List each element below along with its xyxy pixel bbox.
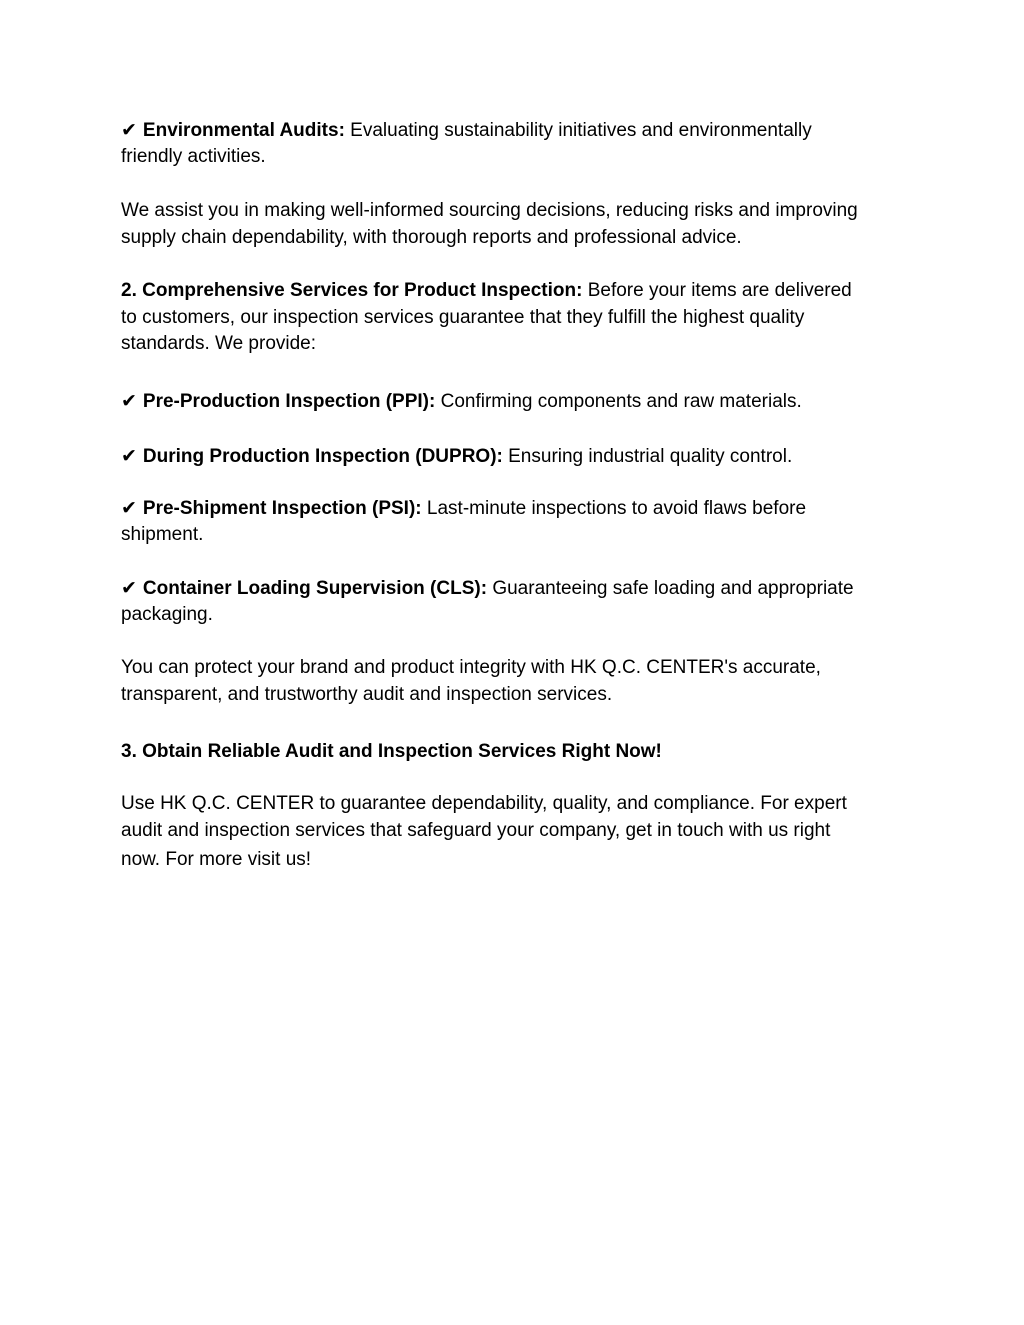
section-3-heading: 3. Obtain Reliable Audit and Inspection Services Right Now!	[121, 741, 662, 762]
env-audits-text: Evaluating sustainability initiatives and environmentally	[344, 120, 812, 141]
closing-paragraph-line-2: audit and inspection services that safeguard your company, get in touch with us right	[121, 820, 831, 841]
dupro-line	[121, 444, 792, 469]
section-2-line-1	[121, 279, 852, 303]
ppi-line	[121, 389, 802, 414]
dupro-text: Ensuring industrial quality control.	[502, 446, 793, 467]
env-audits-line-2: friendly activities.	[121, 146, 266, 167]
assist-paragraph-line-1: We assist you in making well-informed sourcing decisions, reducing risks and improving	[121, 200, 858, 221]
check-mark-icon: ✔	[121, 119, 137, 141]
section-2-line-3: standards. We provide:	[121, 333, 317, 354]
protect-paragraph-line-1: You can protect your brand and product integrity with HK Q.C. CENTER's accurate,	[121, 657, 821, 678]
env-audits-label: Environmental Audits:	[142, 120, 345, 141]
closing-paragraph-line-3: now. For more visit us!	[121, 849, 312, 870]
env-audits-line-1	[121, 118, 812, 143]
closing-paragraph-line-1: Use HK Q.C. CENTER to guarantee dependability, quality, and compliance. For expert	[121, 793, 847, 814]
ppi-text: Confirming components and raw materials.	[435, 391, 802, 412]
psi-text: Last-minute inspections to avoid flaws before	[421, 498, 807, 519]
psi-line-2: shipment.	[121, 524, 204, 545]
check-mark-icon: ✔	[121, 445, 137, 467]
cls-line-1	[121, 576, 854, 601]
cls-label: Container Loading Supervision (CLS):	[142, 578, 488, 599]
check-mark-icon: ✔	[121, 497, 137, 519]
check-mark-icon: ✔	[121, 577, 137, 599]
dupro-label: During Production Inspection (DUPRO):	[142, 446, 503, 467]
psi-label: Pre-Shipment Inspection (PSI):	[142, 498, 422, 519]
psi-line-1	[121, 496, 806, 521]
assist-paragraph-line-2: supply chain dependability, with thorough reports and professional advice.	[121, 227, 742, 248]
check-mark-icon: ✔	[121, 390, 137, 412]
section-2-heading: 2. Comprehensive Services for Product Inspection:	[121, 280, 583, 301]
protect-paragraph-line-2: transparent, and trustworthy audit and inspection services.	[121, 684, 613, 705]
section-2-line-2: to customers, our inspection services guarantee that they fulfill the highest quality	[121, 307, 805, 328]
cls-text: Guaranteeing safe loading and appropriate	[487, 578, 854, 599]
section-2-text: Before your items are delivered	[582, 280, 852, 301]
ppi-label: Pre-Production Inspection (PPI):	[142, 391, 436, 412]
cls-line-2: packaging.	[121, 604, 213, 625]
